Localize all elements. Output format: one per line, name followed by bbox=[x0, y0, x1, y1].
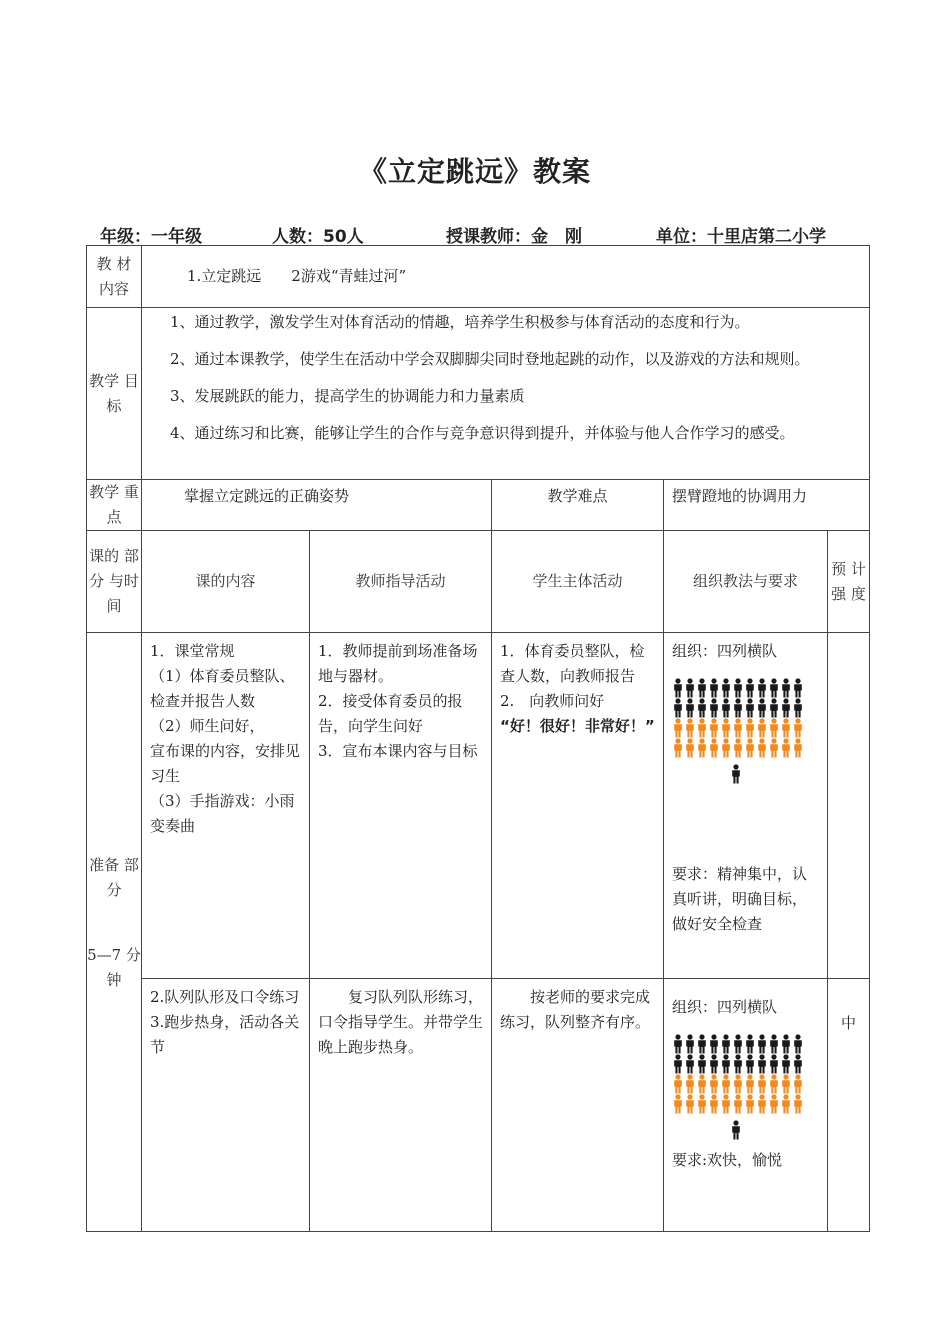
list-item: 1．课堂常规 bbox=[150, 642, 235, 660]
objective-item: 2、通过本课教学，使学生在活动中学会双脚脚尖同时登地起跳的动作，以及游戏的方法和规则。 bbox=[170, 350, 810, 368]
person-icon bbox=[684, 678, 696, 698]
person-icon bbox=[756, 678, 768, 698]
person-icon bbox=[792, 1034, 804, 1054]
list-item: 1．体育委员整队，检查人数，向教师报告 bbox=[500, 642, 645, 685]
person-icon bbox=[744, 1074, 756, 1094]
person-icon bbox=[672, 698, 684, 718]
header-row bbox=[87, 531, 870, 633]
person-icon bbox=[720, 1074, 732, 1094]
intensity-cell: 中 bbox=[828, 979, 870, 1232]
person-icon bbox=[720, 698, 732, 718]
person-icon bbox=[744, 738, 756, 758]
difficulty-label: 教学难点 bbox=[492, 480, 664, 531]
material-label: 教 材 内容 bbox=[87, 246, 142, 308]
person-icon bbox=[780, 1074, 792, 1094]
method-cell bbox=[664, 633, 828, 979]
person-icon bbox=[756, 1034, 768, 1054]
list-item: 宣布课的内容，安排见习生 bbox=[150, 742, 301, 785]
objectives-list bbox=[142, 308, 870, 480]
person-icon bbox=[672, 718, 684, 738]
intensity-cell bbox=[828, 633, 870, 979]
person-icon bbox=[708, 678, 720, 698]
person-icon bbox=[696, 1034, 708, 1054]
person-icon bbox=[672, 1034, 684, 1054]
person-icon bbox=[696, 738, 708, 758]
person-icon bbox=[696, 1094, 708, 1114]
person-icon bbox=[768, 1094, 780, 1114]
formation-diagram bbox=[672, 678, 819, 784]
person-icon bbox=[768, 738, 780, 758]
content-cell bbox=[142, 979, 310, 1232]
person-icon bbox=[756, 1094, 768, 1114]
formation-row bbox=[672, 1074, 819, 1094]
person-icon bbox=[720, 718, 732, 738]
section-cell bbox=[87, 633, 142, 1232]
teacher-position bbox=[730, 764, 819, 784]
person-icon bbox=[780, 1054, 792, 1074]
page-title: 《立定跳远》教案 bbox=[358, 155, 591, 188]
person-icon bbox=[792, 718, 804, 738]
person-icon bbox=[720, 1094, 732, 1114]
person-icon bbox=[708, 718, 720, 738]
person-icon bbox=[780, 1094, 792, 1114]
student-count: 人数：50人 bbox=[272, 227, 364, 247]
person-icon bbox=[768, 1054, 780, 1074]
person-icon bbox=[720, 738, 732, 758]
person-icon bbox=[768, 678, 780, 698]
person-icon bbox=[792, 1094, 804, 1114]
person-icon bbox=[684, 1094, 696, 1114]
teacher-cell bbox=[310, 633, 492, 979]
person-icon bbox=[684, 718, 696, 738]
objective-item: 1、通过教学，激发学生对体育活动的情趣，培养学生积极参与体育活动的态度和行为。 bbox=[170, 313, 750, 331]
person-icon bbox=[720, 678, 732, 698]
formation-row bbox=[672, 698, 819, 718]
person-icon bbox=[696, 1054, 708, 1074]
person-icon bbox=[744, 678, 756, 698]
section-time: 5—7 分钟 bbox=[87, 946, 141, 989]
person-icon bbox=[792, 698, 804, 718]
person-icon bbox=[780, 1034, 792, 1054]
formation-row bbox=[672, 1034, 819, 1054]
person-icon bbox=[730, 764, 742, 784]
person-icon bbox=[684, 1054, 696, 1074]
school-unit: 单位：十里店第二小学 bbox=[656, 227, 826, 247]
objectives-row bbox=[87, 308, 870, 480]
section-name: 准备 部分 bbox=[89, 856, 139, 899]
person-icon bbox=[792, 738, 804, 758]
person-icon bbox=[792, 1054, 804, 1074]
table-row bbox=[87, 633, 870, 979]
list-item: （2）师生问好， bbox=[150, 717, 265, 735]
person-icon bbox=[708, 1074, 720, 1094]
header-teacher: 教师指导活动 bbox=[310, 531, 492, 633]
method-cell bbox=[664, 979, 828, 1232]
person-icon bbox=[744, 1094, 756, 1114]
person-icon bbox=[732, 1094, 744, 1114]
difficulty-content: 摆臂蹬地的协调用力 bbox=[664, 480, 870, 531]
person-icon bbox=[732, 738, 744, 758]
person-icon bbox=[756, 1074, 768, 1094]
material-content: 1.立定跳远 2游戏“青蛙过河” bbox=[142, 246, 870, 308]
requirement-text: 要求:欢快，愉悦 bbox=[672, 1151, 783, 1169]
person-icon bbox=[768, 698, 780, 718]
person-icon bbox=[672, 678, 684, 698]
table-row bbox=[87, 979, 870, 1232]
list-item: （1）体育委员整队、检查并报告人数 bbox=[150, 667, 295, 710]
keypoints-row bbox=[87, 480, 870, 531]
list-item: 按老师的要求完成练习，队列整齐有序。 bbox=[500, 988, 651, 1031]
person-icon bbox=[780, 718, 792, 738]
person-icon bbox=[792, 678, 804, 698]
person-icon bbox=[684, 698, 696, 718]
list-item: 复习队列队形练习，口令指导学生。并带学生晚上跑步热身。 bbox=[318, 988, 484, 1056]
person-icon bbox=[730, 1120, 742, 1140]
content-cell bbox=[142, 633, 310, 979]
keypoints-content: 掌握立定跳远的正确姿势 bbox=[142, 480, 492, 531]
formation-diagram bbox=[672, 1034, 819, 1140]
person-icon bbox=[756, 1054, 768, 1074]
person-icon bbox=[744, 1034, 756, 1054]
objective-item: 4、通过练习和比赛，能够让学生的合作与竞争意识得到提升，并体验与他人合作学习的感受。 bbox=[170, 424, 795, 442]
requirement-text: 要求：精神集中，认真听讲，明确目标，做好安全检查 bbox=[672, 865, 808, 933]
material-row bbox=[87, 246, 870, 308]
person-icon bbox=[780, 738, 792, 758]
person-icon bbox=[792, 1074, 804, 1094]
person-icon bbox=[708, 1094, 720, 1114]
person-icon bbox=[756, 698, 768, 718]
person-icon bbox=[744, 698, 756, 718]
person-icon bbox=[708, 1034, 720, 1054]
person-icon bbox=[720, 1034, 732, 1054]
person-icon bbox=[708, 698, 720, 718]
header-student: 学生主体活动 bbox=[492, 531, 664, 633]
person-icon bbox=[756, 718, 768, 738]
person-icon bbox=[672, 1094, 684, 1114]
list-item: 2.队列队形及口令练习 bbox=[150, 988, 300, 1006]
person-icon bbox=[732, 1054, 744, 1074]
person-icon bbox=[768, 1034, 780, 1054]
list-item: （3）手指游戏：小雨变奏曲 bbox=[150, 792, 295, 835]
person-icon bbox=[780, 678, 792, 698]
person-icon bbox=[732, 1034, 744, 1054]
person-icon bbox=[732, 1074, 744, 1094]
objective-item: 3、发展跳跃的能力，提高学生的协调能力和力量素质 bbox=[170, 387, 525, 405]
person-icon bbox=[732, 678, 744, 698]
keypoints-label: 教学 重点 bbox=[87, 480, 142, 531]
person-icon bbox=[768, 1074, 780, 1094]
grade: 年级：一年级 bbox=[100, 227, 202, 247]
person-icon bbox=[744, 1054, 756, 1074]
person-icon bbox=[732, 698, 744, 718]
formation-row bbox=[672, 1094, 819, 1114]
list-item: 3.跑步热身，活动各关节 bbox=[150, 1013, 300, 1056]
formation-row bbox=[672, 738, 819, 758]
header-part: 课的 部分 与时 间 bbox=[87, 531, 142, 633]
person-icon bbox=[744, 718, 756, 738]
person-icon bbox=[708, 738, 720, 758]
formation-row bbox=[672, 718, 819, 738]
teacher-name: 授课教师：金 刚 bbox=[446, 227, 582, 247]
organization-text: 组织：四列横队 bbox=[672, 998, 778, 1016]
header-method: 组织教法与要求 bbox=[664, 531, 828, 633]
response-text: “好！很好！非常好！” bbox=[500, 717, 655, 735]
person-icon bbox=[684, 738, 696, 758]
header-content: 课的内容 bbox=[142, 531, 310, 633]
list-item: 3．宣布本课内容与目标 bbox=[318, 742, 478, 760]
person-icon bbox=[672, 738, 684, 758]
teacher-position bbox=[730, 1120, 819, 1140]
formation-row bbox=[672, 678, 819, 698]
objectives-label: 教学 目标 bbox=[87, 308, 142, 480]
person-icon bbox=[672, 1054, 684, 1074]
lesson-plan-table bbox=[86, 245, 870, 1232]
student-cell bbox=[492, 979, 664, 1232]
person-icon bbox=[708, 1054, 720, 1074]
list-item: 2. 向教师问好 bbox=[500, 692, 605, 710]
organization-text: 组织：四列横队 bbox=[672, 642, 778, 660]
person-icon bbox=[696, 678, 708, 698]
header-intensity: 预 计 强 度 bbox=[828, 531, 870, 633]
person-icon bbox=[768, 718, 780, 738]
formation-row bbox=[672, 1054, 819, 1074]
person-icon bbox=[684, 1074, 696, 1094]
list-item: 1．教师提前到场准备场地与器材。 bbox=[318, 642, 478, 685]
teacher-cell bbox=[310, 979, 492, 1232]
person-icon bbox=[696, 698, 708, 718]
person-icon bbox=[756, 738, 768, 758]
list-item: 2．接受体育委员的报告，向学生问好 bbox=[318, 692, 463, 735]
person-icon bbox=[780, 698, 792, 718]
person-icon bbox=[696, 718, 708, 738]
person-icon bbox=[696, 1074, 708, 1094]
student-cell bbox=[492, 633, 664, 979]
person-icon bbox=[672, 1074, 684, 1094]
person-icon bbox=[684, 1034, 696, 1054]
person-icon bbox=[732, 718, 744, 738]
person-icon bbox=[720, 1054, 732, 1074]
